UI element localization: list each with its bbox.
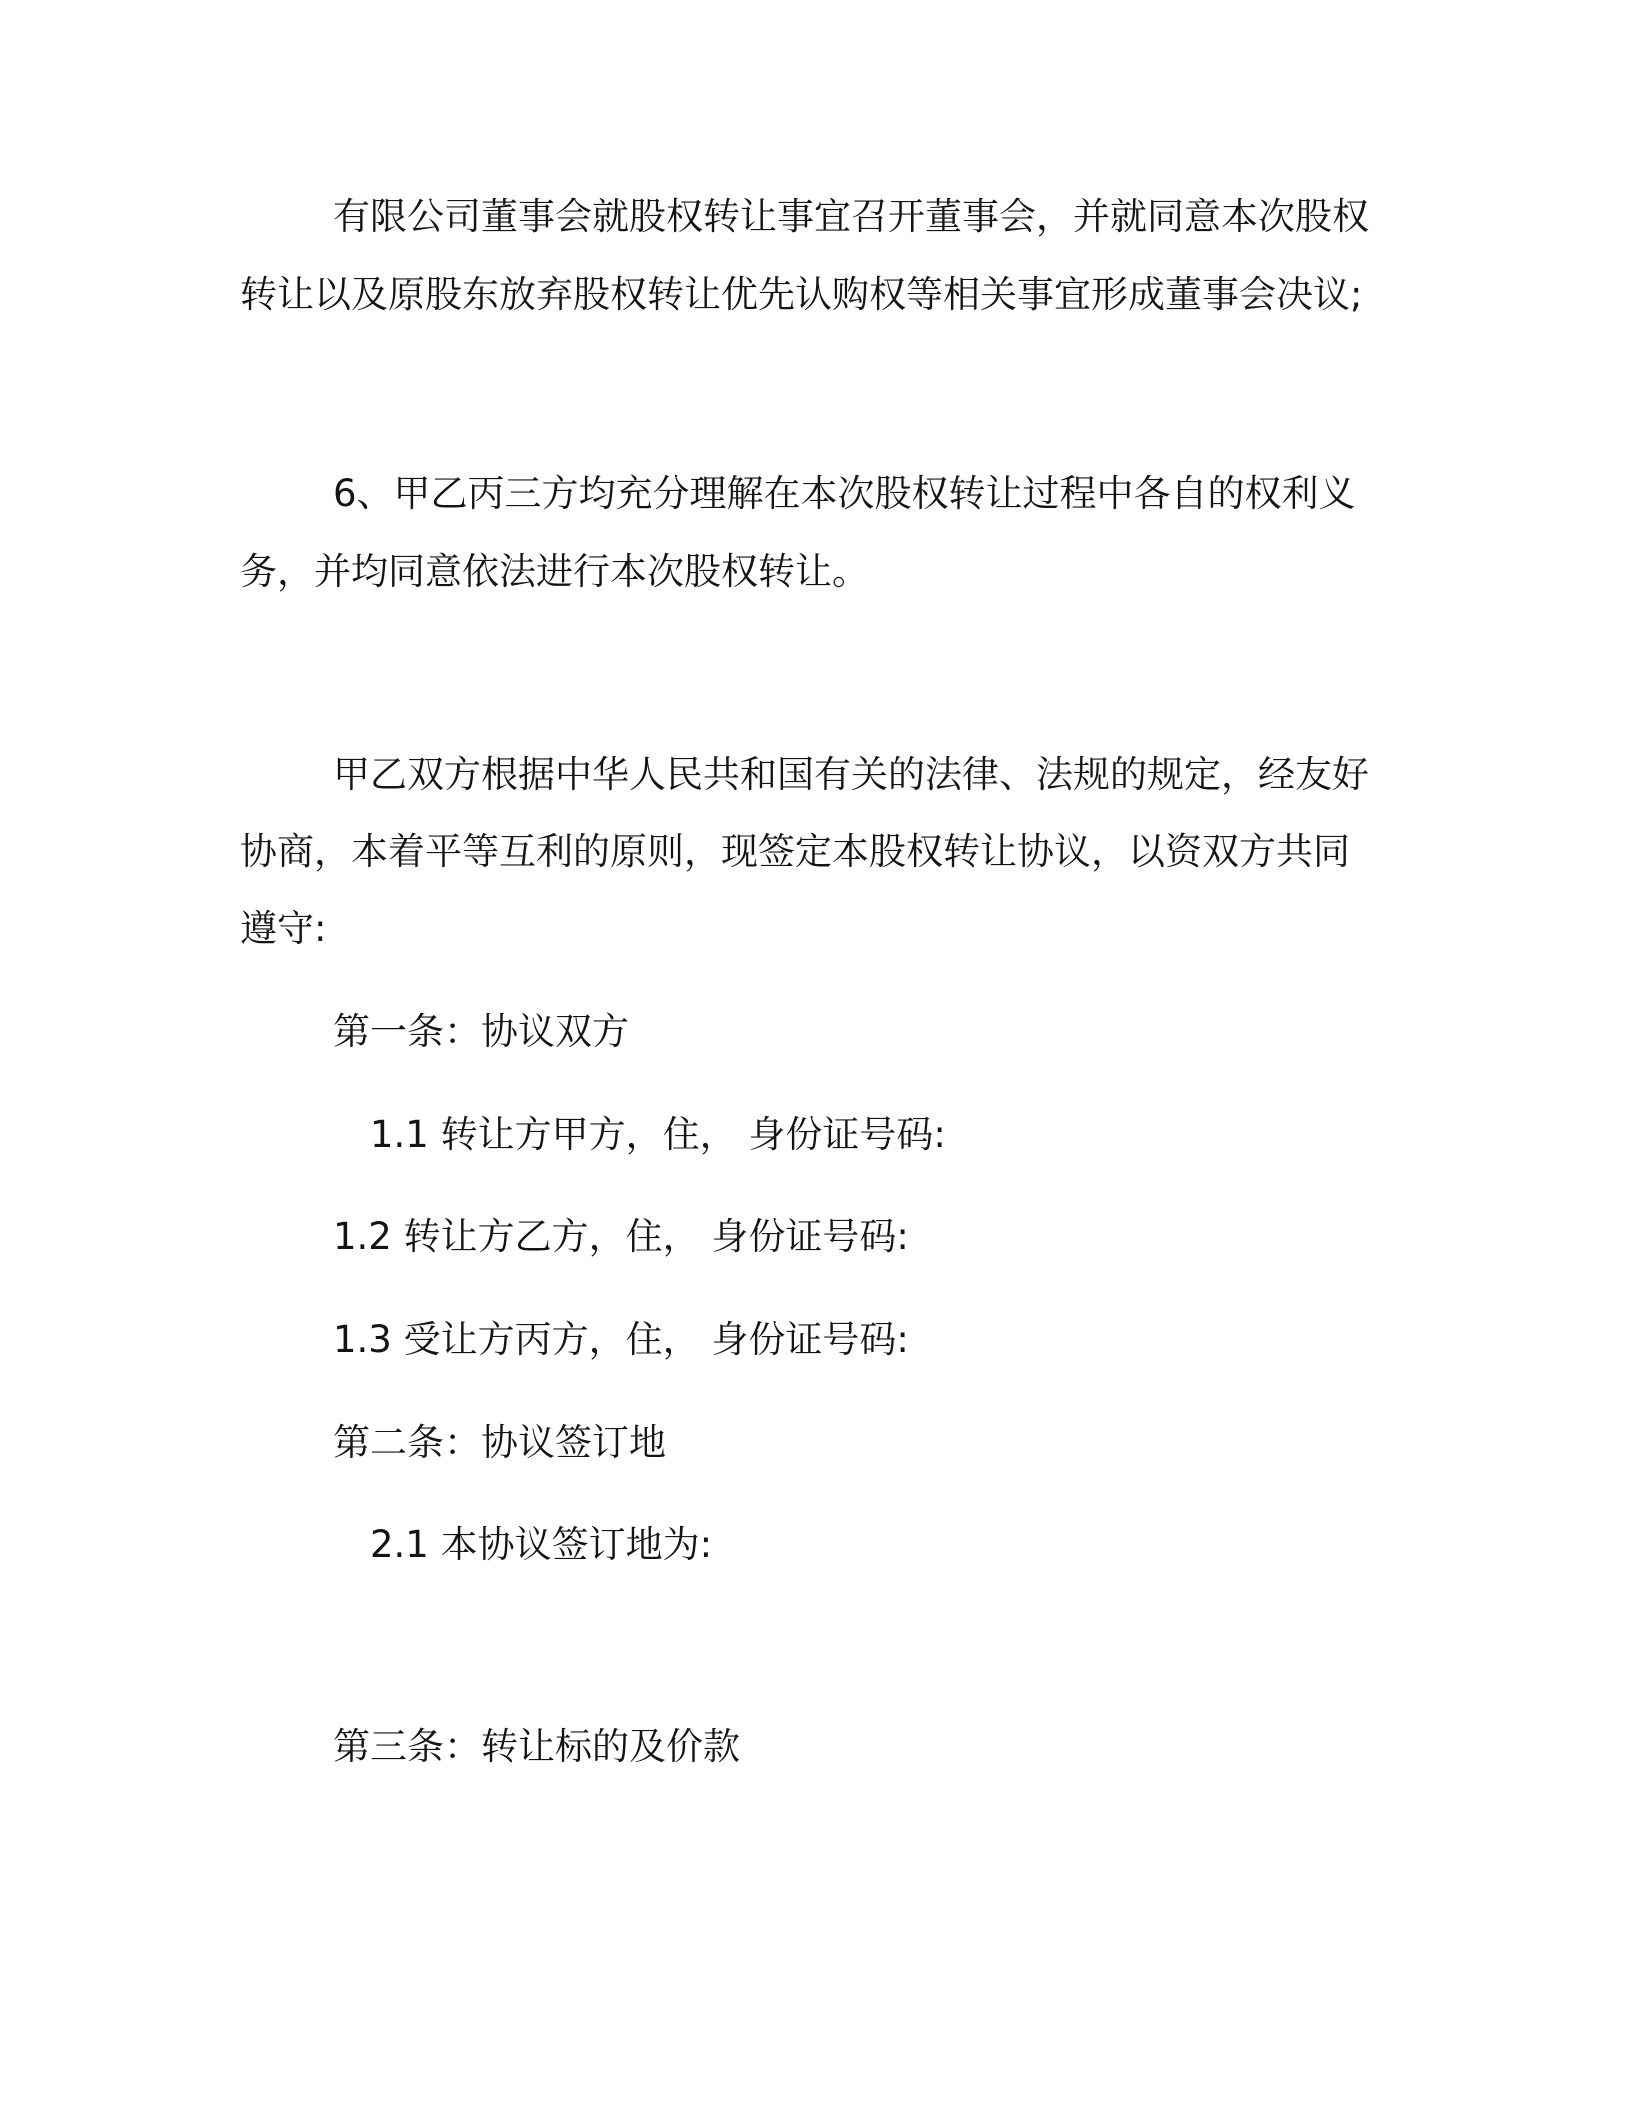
article3-heading: 第三条：转让标的及价款	[333, 1725, 740, 1768]
para2-line1: 6、甲乙丙三方均充分理解在本次股权转让过程中各自的权利义	[333, 472, 1356, 515]
para3-line1: 甲乙双方根据中华人民共和国有关的法律、法规的规定，经友好	[333, 753, 1369, 796]
article1-heading: 第一条：协议双方	[333, 1010, 629, 1053]
article2-heading: 第二条：协议签订地	[333, 1421, 666, 1464]
article1-item3: 1.3 受让方丙方，住， 身份证号码:	[333, 1318, 909, 1361]
para1-line1: 有限公司董事会就股权转让事宜召开董事会，并就同意本次股权	[333, 195, 1369, 238]
article1-item1: 1.1 转让方甲方，住， 身份证号码:	[370, 1113, 946, 1156]
para1-line2: 转让以及原股东放弃股权转让优先认购权等相关事宜形成董事会决议;	[240, 273, 1363, 316]
para3-line3: 遵守:	[240, 907, 327, 950]
article2-item1: 2.1 本协议签订地为:	[370, 1523, 713, 1566]
para3-line2: 协商，本着平等互利的原则，现签定本股权转让协议，以资双方共同	[240, 830, 1350, 873]
para2-line2: 务，并均同意依法进行本次股权转让。	[240, 550, 869, 593]
article1-item2: 1.2 转让方乙方，住， 身份证号码:	[333, 1215, 909, 1258]
